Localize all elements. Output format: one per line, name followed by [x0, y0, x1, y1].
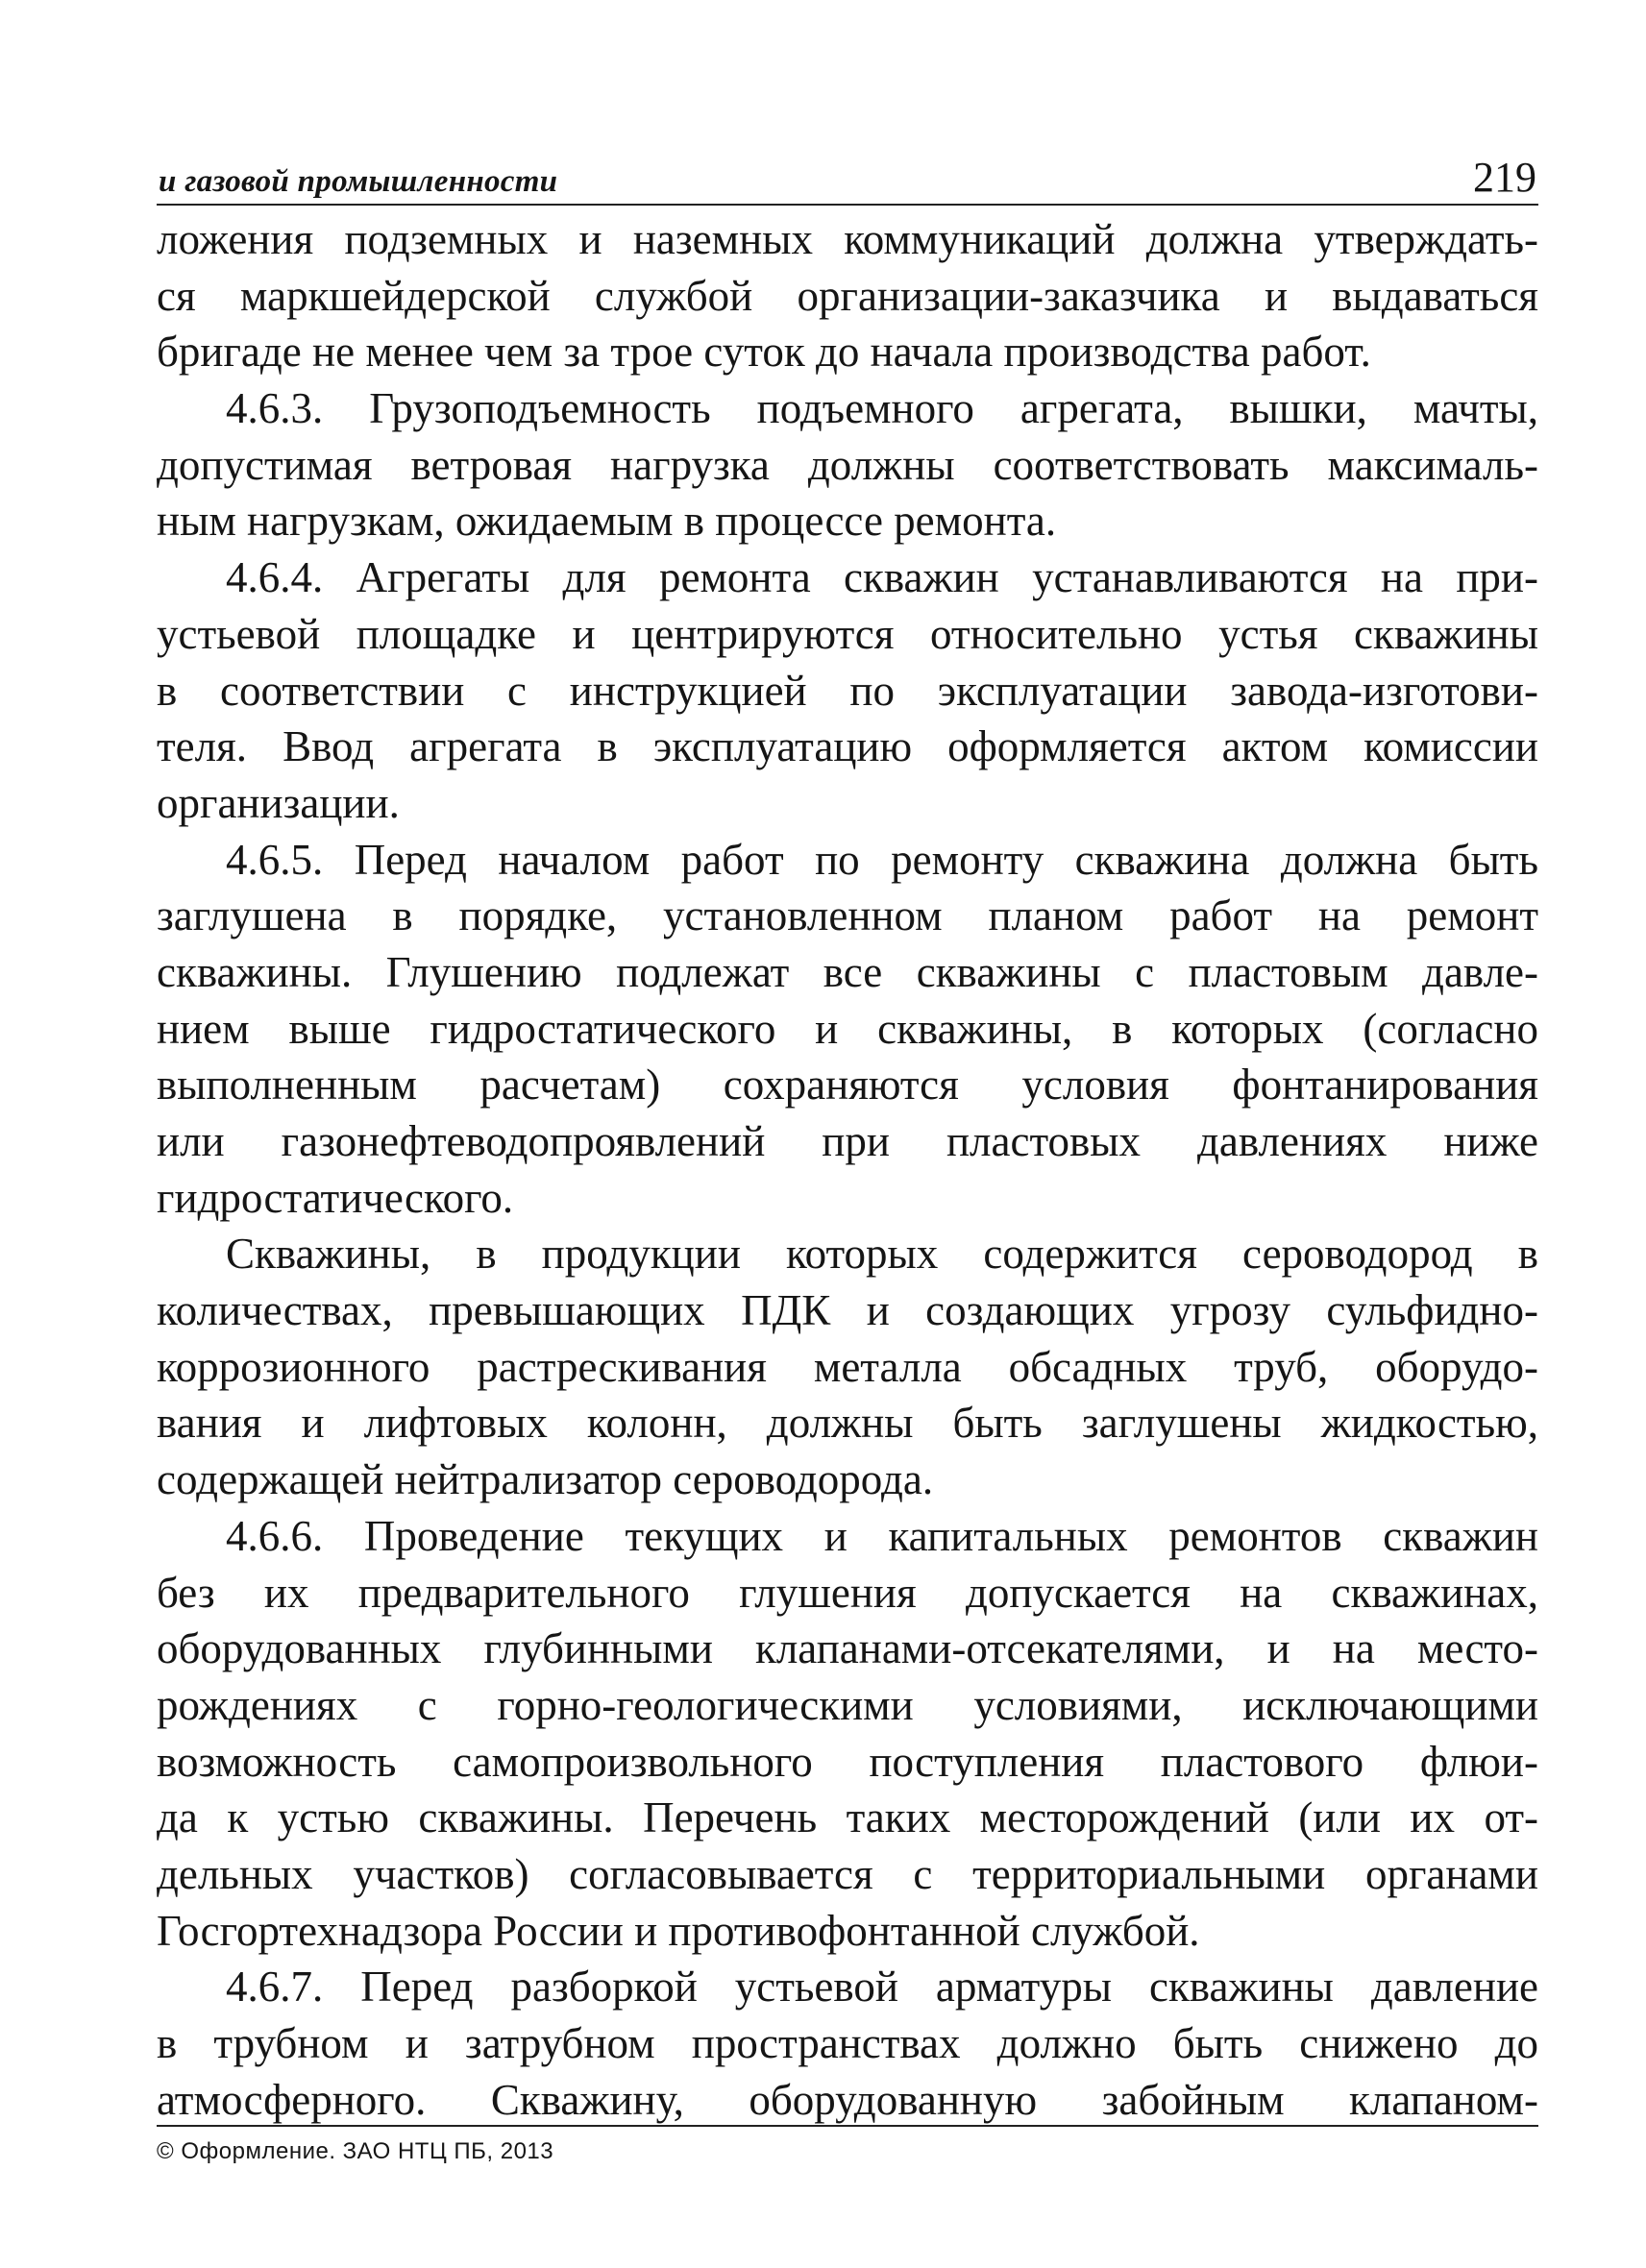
text-line: вания и лифтовых колонн, должны быть заглушены жидкостью, — [157, 1399, 1538, 1448]
text-line: рождениях с горно-геологическими условиями, исключающими — [157, 1680, 1538, 1729]
running-title: и газовой промышленности — [159, 164, 558, 199]
text-line: возможность самопроизвольного поступления пластового флюи- — [157, 1737, 1538, 1786]
text-line: 4.6.7. Перед разборкой устьевой арматуры скважины давление — [226, 1963, 1538, 2012]
text-line: теля. Ввод агрегата в эксплуатацию оформляется актом комиссии — [157, 722, 1538, 771]
text-line: содержащей нейтрализатор сероводорода. — [157, 1455, 934, 1504]
text-line: в соответствии с инструкцией по эксплуатации завода-изготови- — [157, 666, 1538, 715]
text-line: выполненным расчетам) сохраняются условия фонтанирования — [157, 1061, 1538, 1110]
copyright-footer: © Оформление. ЗАО НТЦ ПБ, 2013 — [157, 2125, 1538, 2165]
text-line: заглушена в порядке, установленном планом работ на ремонт — [157, 891, 1538, 940]
text-line: 4.6.3. Грузоподъемность подъемного агрегата, вышки, мачты, — [226, 384, 1538, 433]
text-line: скважины. Глушению подлежат все скважины с пластовым давле- — [157, 947, 1538, 996]
page-number: 219 — [1473, 154, 1536, 201]
text-line: гидростатического. — [157, 1173, 514, 1222]
text-line: атмосферного. Скважину, оборудованную забойным клапаном- — [157, 2075, 1538, 2124]
text-line: дельных участков) согласовывается с территориальными органами — [157, 1849, 1538, 1898]
text-line: без их предварительного глушения допускается на скважинах, — [157, 1568, 1538, 1617]
text-line: нием выше гидростатического и скважины, в которых (согласно — [157, 1004, 1538, 1053]
text-line: устьевой площадке и центрируются относительно устья скважины — [157, 609, 1538, 658]
text-line: Госгортехнадзора России и противофонтанной службой. — [157, 1906, 1200, 1955]
text-line: в трубном и затрубном пространствах должно быть снижено до — [157, 2019, 1538, 2067]
body-text — [157, 211, 1538, 2128]
running-header — [157, 144, 1538, 206]
text-line: ся маркшейдерской службой организации-заказчика и выдаваться — [157, 271, 1538, 320]
text-line: 4.6.5. Перед началом работ по ремонту скважина должна быть — [226, 835, 1538, 884]
text-line: оборудованных глубинными клапанами-отсекателями, и на место- — [157, 1624, 1538, 1673]
text-line: 4.6.4. Агрегаты для ремонта скважин устанавливаются на при- — [226, 553, 1538, 602]
text-line: коррозионного растрескивания металла обсадных труб, оборудо- — [157, 1342, 1538, 1391]
text-line: да к устью скважины. Перечень таких месторождений (или их от- — [157, 1793, 1538, 1842]
document-page — [157, 144, 1538, 2128]
text-line: бригаде не менее чем за трое суток до начала производства работ. — [157, 328, 1371, 377]
text-line: организации. — [157, 778, 400, 827]
text-line: 4.6.6. Проведение текущих и капитальных ремонтов скважин — [226, 1511, 1538, 1560]
text-line: количествах, превышающих ПДК и создающих угрозу сульфидно- — [157, 1286, 1538, 1335]
text-line: ложения подземных и наземных коммуникаций должна утверждать- — [157, 215, 1538, 263]
text-line: ным нагрузкам, ожидаемым в процессе ремонта. — [157, 497, 1057, 546]
text-line: Скважины, в продукции которых содержится сероводород в — [226, 1230, 1538, 1279]
text-line: или газонефтеводопроявлений при пластовых давлениях ниже — [157, 1117, 1538, 1165]
text-line: допустимая ветровая нагрузка должны соответствовать максималь- — [157, 440, 1538, 489]
